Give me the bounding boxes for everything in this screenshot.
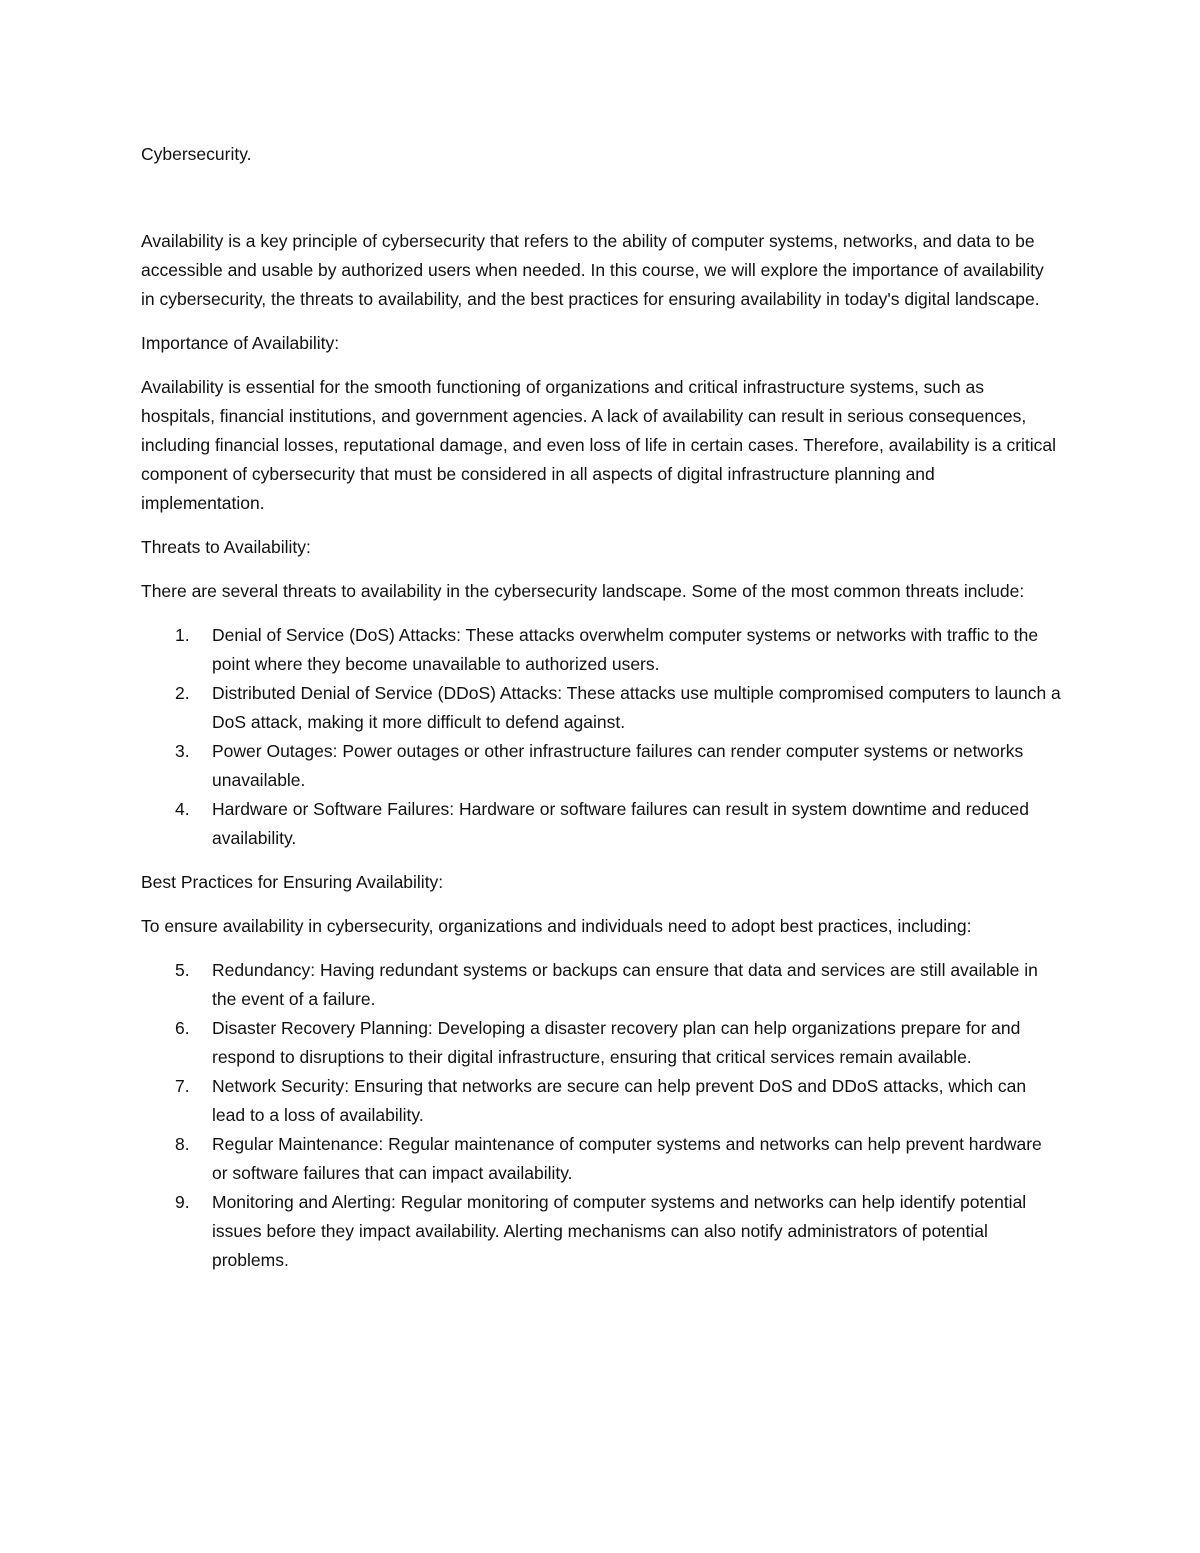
list-item xyxy=(141,679,1061,737)
list-item-text: Redundancy: Having redundant systems or backups can ensure that data and services are still available in the event of a failure. xyxy=(212,960,1038,1009)
list-item-number: 4. xyxy=(175,799,190,819)
list-item-text: Power Outages: Power outages or other infrastructure failures can render computer systems or networks unavailable. xyxy=(212,741,1024,790)
list-item-number: 2. xyxy=(175,683,190,703)
practices-paragraph: To ensure availability in cybersecurity, organizations and individuals need to adopt best practices, including: xyxy=(141,916,972,936)
threats-heading: Threats to Availability: xyxy=(141,537,311,557)
list-item-number: 7. xyxy=(175,1076,190,1096)
list-item-number: 3. xyxy=(175,741,190,761)
importance-heading: Importance of Availability: xyxy=(141,333,340,353)
list-item-text: Distributed Denial of Service (DDoS) Attacks: These attacks use multiple compromised computers to launch a DoS attack, making it more difficult to defend against. xyxy=(212,683,1061,732)
list-item xyxy=(141,1014,1061,1072)
importance-paragraph: Availability is essential for the smooth functioning of organizations and critical infrastructure systems, such as hospitals, financial institutions, and government agencies. A lack of availability can result in serious consequences, including financial losses, reputational damage, and even loss of life in certain cases. Therefore, availability is a critical component of cybersecurity that must be considered in all aspects of digital infrastructure planning and implementation. xyxy=(141,377,1057,513)
intro-paragraph: Availability is a key principle of cybersecurity that refers to the ability of computer systems, networks, and data to be accessible and usable by authorized users when needed. In this course, we will explore the importance of availability in cybersecurity, the threats to availability, and the best practices for ensuring availability in today's digital landscape. xyxy=(141,231,1044,309)
list-item-text: Hardware or Software Failures: Hardware or software failures can result in system downtime and reduced availability. xyxy=(212,799,1030,848)
list-item-text: Network Security: Ensuring that networks are secure can help prevent DoS and DDoS attacks, which can lead to a loss of availability. xyxy=(212,1076,1027,1125)
list-item-number: 5. xyxy=(175,960,190,980)
list-item xyxy=(141,621,1061,679)
practices-list xyxy=(141,956,1061,1275)
list-item-text: Regular Maintenance: Regular maintenance of computer systems and networks can help prevent hardware or software failures that can impact availability. xyxy=(212,1134,1042,1183)
list-item-text: Disaster Recovery Planning: Developing a disaster recovery plan can help organizations prepare for and respond to disruptions to their digital infrastructure, ensuring that critical services remain available. xyxy=(212,1018,1021,1067)
list-item xyxy=(141,956,1061,1014)
list-item-text: Denial of Service (DoS) Attacks: These attacks overwhelm computer systems or networks with traffic to the point where they become unavailable to authorized users. xyxy=(212,625,1039,674)
threats-paragraph: There are several threats to availability in the cybersecurity landscape. Some of the most common threats include: xyxy=(141,581,1025,601)
practices-heading: Best Practices for Ensuring Availability: xyxy=(141,872,444,892)
threats-list xyxy=(141,621,1061,853)
document-title: Cybersecurity. xyxy=(141,144,252,164)
list-item xyxy=(141,1188,1061,1275)
list-item xyxy=(141,737,1061,795)
list-item-number: 6. xyxy=(175,1018,190,1038)
list-item xyxy=(141,1130,1061,1188)
list-item-text: Monitoring and Alerting: Regular monitoring of computer systems and networks can help identify potential issues before they impact availability. Alerting mechanisms can also notify administrators of potential problems. xyxy=(212,1192,1027,1270)
list-item-number: 8. xyxy=(175,1134,190,1154)
list-item-number: 9. xyxy=(175,1192,190,1212)
document-content xyxy=(141,140,1061,1290)
list-item xyxy=(141,1072,1061,1130)
list-item xyxy=(141,795,1061,853)
list-item-number: 1. xyxy=(175,625,190,645)
